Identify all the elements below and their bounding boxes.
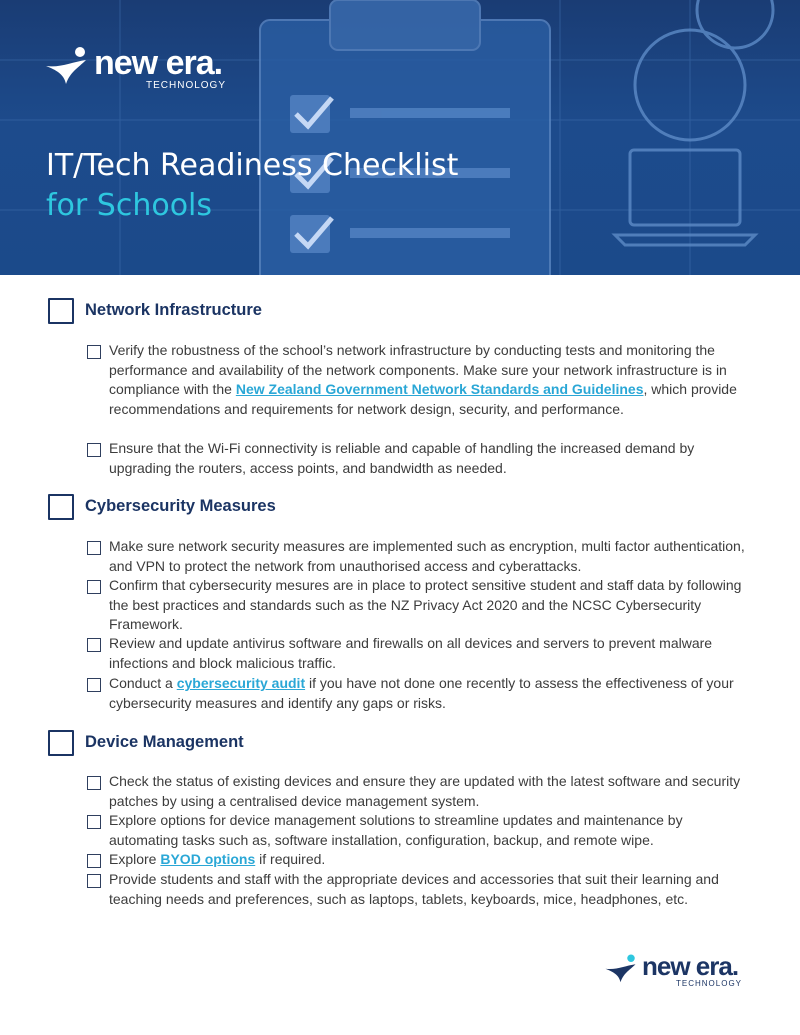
cybersecurity-audit-link[interactable]: cybersecurity audit	[176, 675, 306, 691]
byod-options-link[interactable]: BYOD options	[160, 851, 256, 867]
swoosh-person-icon	[604, 952, 640, 984]
item-checkbox[interactable]	[87, 580, 101, 594]
item-checkbox[interactable]	[87, 541, 101, 555]
section-checkbox-cybersecurity[interactable]	[48, 494, 74, 520]
checklist-item: Confirm that cybersecurity mesures are in place to protect sensitive student and staff data by following the best practices and standards such as the NZ Privacy Act 2020 and the NCSC Cybersecurity Framework.	[109, 577, 742, 633]
footer-logo	[604, 950, 764, 994]
item-checkbox[interactable]	[87, 638, 101, 652]
section-heading-cybersecurity: Cybersecurity Measures	[85, 497, 276, 515]
page-subtitle: for Schools	[46, 188, 213, 223]
item-checkbox[interactable]	[87, 854, 101, 868]
checklist-item: Make sure network security measures are implemented such as encryption, multi factor authentication, and VPN to protect the network from unauthorised access and cyberattacks.	[109, 538, 745, 574]
checklist-item: Check the status of existing devices and ensure they are updated with the latest software and security patches by using a centralised device management system.	[109, 773, 741, 809]
nz-network-standards-link[interactable]: New Zealand Government Network Standards and Guidelines	[235, 381, 644, 398]
item-checkbox[interactable]	[87, 874, 101, 888]
checklist-item: Explore BYOD options if required.	[109, 851, 326, 867]
checklist-item: Conduct a cybersecurity audit if you have not done one recently to assess the effectiveness of your cybersecurity measures and identify any gaps or risks.	[109, 675, 734, 711]
section-checkbox-network[interactable]	[48, 298, 74, 324]
item-checkbox[interactable]	[87, 678, 101, 692]
hero-banner	[0, 0, 800, 275]
checklist-item: Provide students and staff with the appropriate devices and accessories that suit their learning and teaching needs and preferences, such as laptops, tablets, keyboards, mice, headphones, etc.	[109, 871, 719, 907]
checklist-item: Verify the robustness of the school’s network infrastructure by conducting tests and monitoring the performance and availability of the network components. Make sure your network infrastructure is in compliance with the New Zealand Government Network Standards and Guidelines, which provide recommendations and requirements for network design, security, and performance.	[109, 342, 737, 417]
section-heading-device-management: Device Management	[85, 733, 244, 751]
logo-tagline: TECHNOLOGY	[146, 80, 227, 91]
checklist-item: Explore options for device management solutions to streamline updates and maintenance by automating tasks such as, software installation, configuration, backup, and remote wipe.	[109, 812, 683, 848]
logo-wordmark: new era.	[94, 44, 223, 82]
item-checkbox[interactable]	[87, 815, 101, 829]
item-checkbox[interactable]	[87, 345, 101, 359]
page-title: IT/Tech Readiness Checklist	[46, 148, 459, 183]
footer-logo-wordmark: new era.	[642, 951, 739, 981]
checklist-item: Review and update antivirus software and firewalls on all devices and servers to prevent malware infections and block malicious traffic.	[109, 635, 713, 671]
item-checkbox[interactable]	[87, 443, 101, 457]
checklist-background-illustration	[0, 0, 800, 275]
section-heading-network: Network Infrastructure	[85, 301, 262, 319]
footer-logo-tagline: TECHNOLOGY	[676, 979, 743, 988]
section-checkbox-device-management[interactable]	[48, 730, 74, 756]
swoosh-person-icon	[44, 44, 92, 86]
checklist-item: Ensure that the Wi-Fi connectivity is reliable and capable of handling the increased demand by upgrading the routers, access points, and bandwidth as needed.	[109, 440, 695, 476]
new-era-logo	[44, 44, 264, 94]
item-checkbox[interactable]	[87, 776, 101, 790]
